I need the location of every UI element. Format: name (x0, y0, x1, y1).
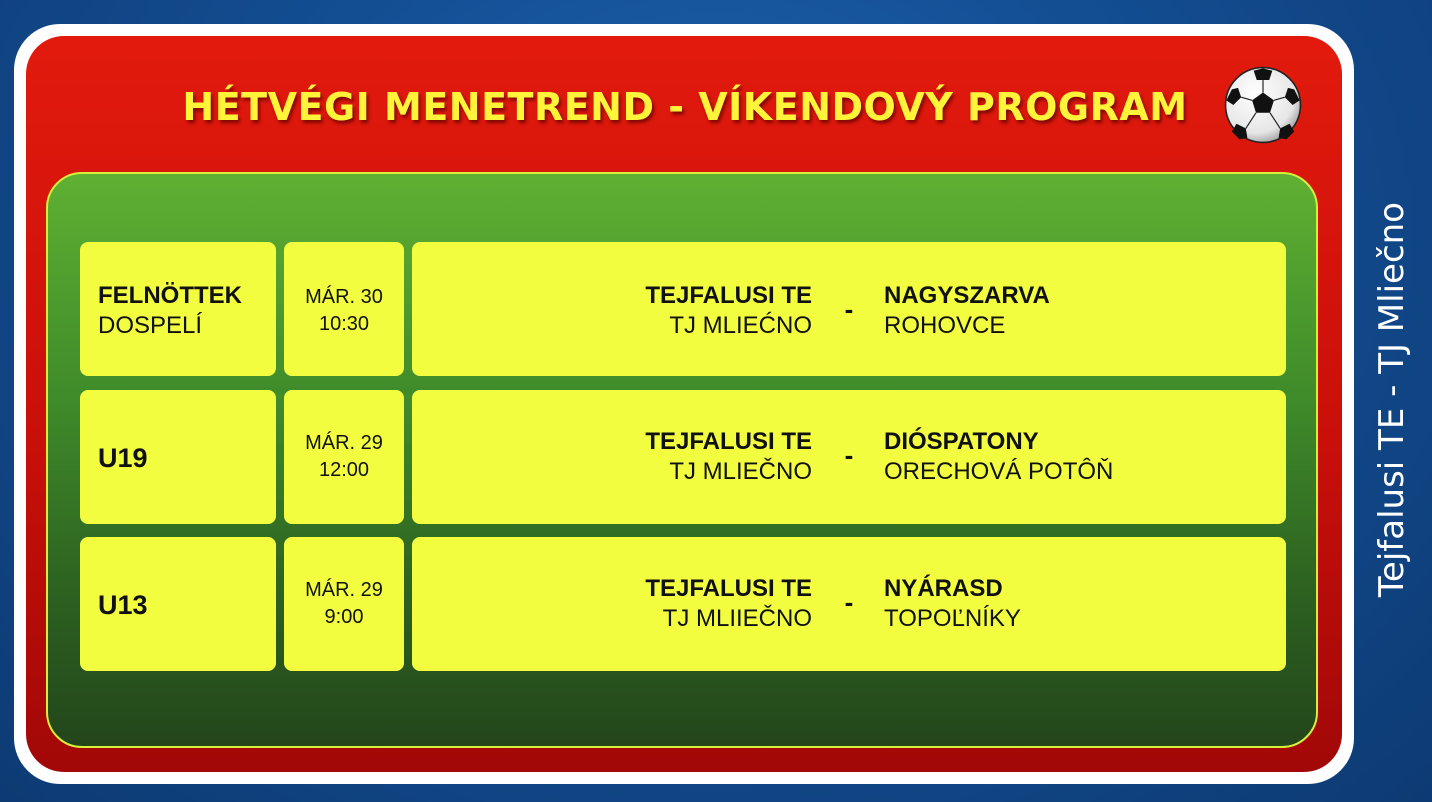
category-name: U13 (98, 590, 148, 620)
match-cell (412, 242, 1286, 376)
match-separator: - (844, 294, 854, 324)
match-separator: - (844, 587, 854, 617)
home-team-secondary: TJ MLIIEČNO (662, 605, 812, 632)
date-cell (284, 537, 404, 671)
category-cell (80, 537, 276, 671)
home-team: TEJFALUSI TE (645, 575, 812, 602)
away-team: DIÓSPATONY (884, 428, 1039, 455)
category-name: FELNÖTTEK (98, 282, 242, 309)
category-cell (80, 390, 276, 524)
poster-title: HÉTVÉGI MENETREND - VÍKENDOVÝ PROGRAM (182, 85, 1188, 129)
match-time: 10:30 (318, 313, 370, 335)
match-cell (412, 390, 1286, 524)
category-name: U19 (98, 443, 148, 473)
home-team: TEJFALUSI TE (645, 282, 812, 309)
home-team: TEJFALUSI TE (645, 428, 812, 455)
match-time: 12:00 (318, 459, 370, 481)
date-cell (284, 390, 404, 524)
match-separator: - (844, 440, 854, 470)
soccer-ball-icon (1224, 66, 1302, 144)
match-date: MÁR. 29 (305, 579, 383, 601)
away-team-secondary: ROHOVCE (884, 312, 1006, 339)
match-cell (412, 537, 1286, 671)
away-team-secondary: ORECHOVÁ POTÔŇ (884, 458, 1114, 485)
match-time: 9:00 (324, 606, 364, 628)
category-cell (80, 242, 276, 376)
match-date: MÁR. 30 (305, 286, 383, 308)
match-date: MÁR. 29 (305, 432, 383, 454)
away-team-secondary: TOPOĽNÍKY (884, 605, 1021, 632)
away-team: NAGYSZARVA (884, 282, 1050, 309)
home-team-secondary: TJ MLIEĆNO (669, 312, 812, 339)
away-team: NYÁRASD (884, 575, 1003, 602)
category-name-secondary: DOSPELÍ (98, 312, 203, 339)
side-caption-text: Tejfalusi TE - TJ Mliečno (1372, 202, 1412, 598)
side-caption (1372, 190, 1412, 610)
home-team-secondary: TJ MLIEČNO (669, 458, 812, 485)
date-cell (284, 242, 404, 376)
